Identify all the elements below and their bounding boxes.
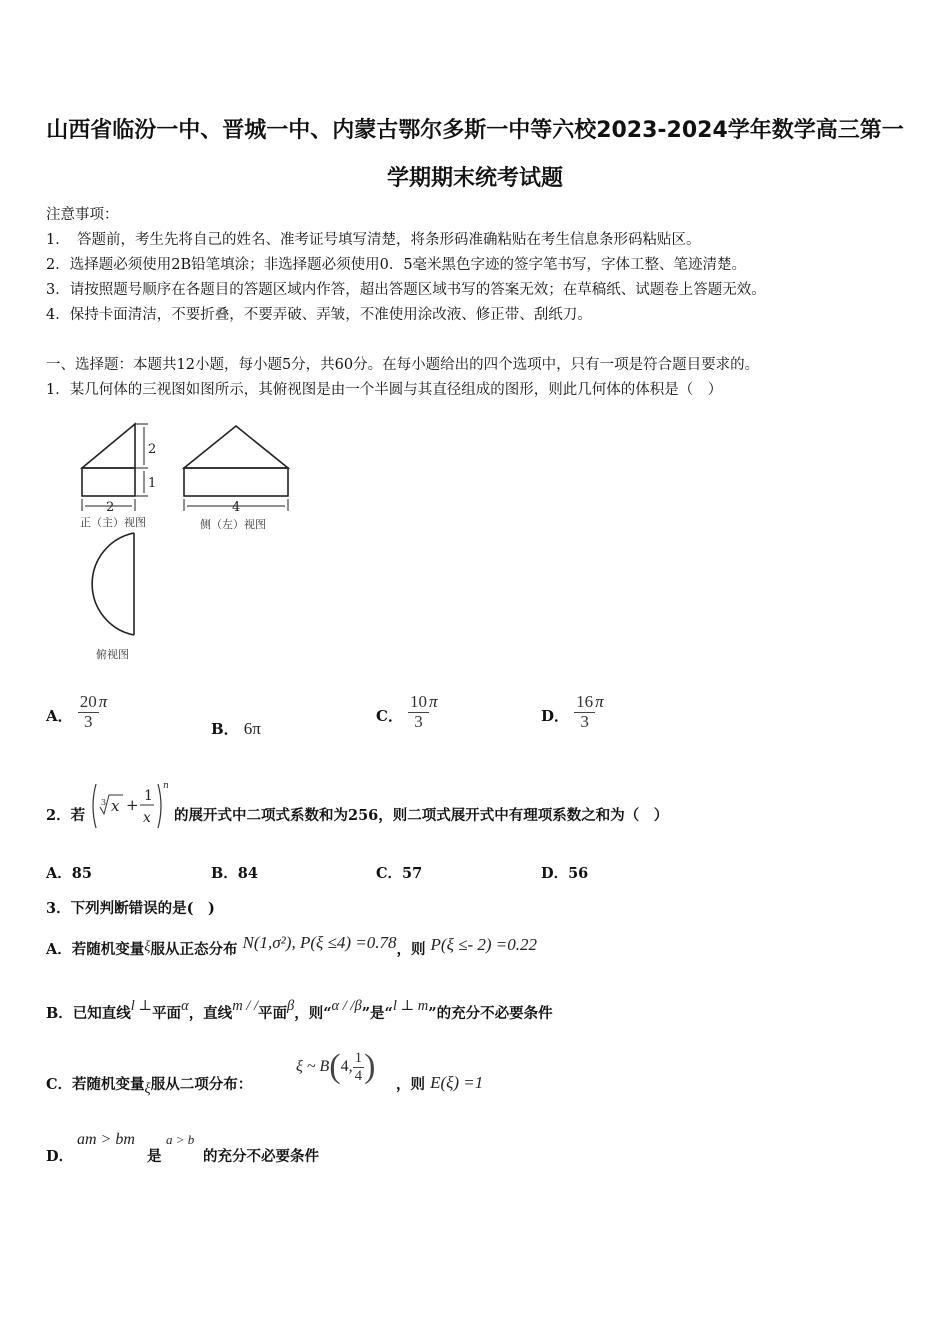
xi-symbol: ξ [144,1081,151,1097]
denominator: 3 [414,711,423,731]
plus-sign: + [126,796,139,814]
alpha-parallel-beta: α / /β [331,998,362,1014]
option-text: ，直线 [188,1005,233,1022]
option-label: B． [211,865,238,882]
pi-symbol: π [595,691,604,711]
probability-expr: P(ξ ≤- 2) =0.22 [430,935,537,954]
page-title-line2: 学期期末统考试题 [386,166,563,191]
option-label: D． [541,706,570,725]
denominator: 4 [354,1067,363,1084]
option-label: C． [376,706,403,725]
notice-item: 3．请按照题号顺序在各题目的答题区域内作答，超出答题区域书写的答案无效；在草稿纸、试题卷上答题无效。 [46,282,766,298]
pi-symbol: π [98,691,108,711]
option-value: 85 [71,865,92,882]
option-text: 平面 [257,1005,287,1022]
q1-option-a[interactable] [46,693,107,731]
numerator: 20 [79,692,97,711]
pi-symbol: π [429,691,438,711]
option-label: D． [541,865,569,882]
top-view-caption: 俯视图 [96,648,129,661]
dim-label-2-height: 2 [148,442,157,457]
option-text: ”是“ [361,1005,393,1022]
option-label: A． [46,706,73,725]
numerator: 1 [354,1050,363,1066]
root-index: 3 [101,798,107,807]
option-label: B． [46,1005,73,1022]
three-view-figure [70,415,310,670]
q2-option-a[interactable] [46,862,92,883]
option-label: D． [46,1148,74,1165]
exponent: n [163,781,169,791]
fraction [408,693,429,731]
option-text: ，则“ [294,1005,332,1022]
option-text: ，则 [396,941,426,958]
question-1-stem: 1．某几何体的三视图如图所示，其俯视图是由一个半圆与其直径组成的图形，则此几何体的体积是（ ） [46,382,723,398]
option-value: 6π [243,719,261,738]
section-heading: 一、选择题：本题共12小题，每小题5分，共60分。在每小题给出的四个选项中，只有一项是符合题目要求的。 [46,357,760,373]
page-title: 山西省临汾一中、晋城一中、内蒙古鄂尔多斯一中等六校2023-2024学年数学高三第一 [46,118,904,143]
binomial-expr: ξ ~ B(4, $\frac{1}{4}$ ) [296,1048,376,1085]
plane-alpha: α [181,998,189,1014]
binomial-n: 4, [340,1058,353,1075]
a-gt-b: a > b [166,1132,195,1147]
q1-option-b[interactable] [211,718,261,739]
line-l-perp: l ⊥ [130,998,153,1014]
option-text: 是 [147,1148,162,1165]
q2-expression [88,778,174,834]
option-label: B． [211,720,239,738]
notice-item: 2．选择题必须使用2B铅笔填涂；非选择题必须使用0．5毫米黑色字迹的签字笔书写，字体工整、笔迹清楚。 [46,257,747,273]
option-text: ，则 [396,1076,425,1093]
front-view [82,424,135,496]
option-text: 的充分不必要条件 [203,1148,319,1165]
dim-label-1-height: 1 [148,476,157,491]
question-3-stem: 3．下列判断错误的是( ) [46,900,215,917]
option-text: 平面 [152,1005,182,1022]
notice-item: 1． 答题前，考生先将自己的姓名、准考证号填写清楚，将条形码准确粘贴在考生信息条形码粘贴区。 [46,232,701,248]
notice-heading: 注意事项： [46,207,119,223]
am-gt-bm: am > bm [77,1131,135,1148]
notice-item: 4．保持卡面清洁，不要折叠，不要弄破、弄皱，不准使用涂改液、修正带、刮纸刀。 [46,307,592,323]
q1-option-d[interactable] [541,693,604,731]
q1-option-c[interactable] [376,693,438,731]
option-value: 57 [402,865,423,882]
q3-option-b[interactable] [46,998,553,1023]
fraction [574,693,595,731]
option-text: 服从二项分布： [150,1076,253,1093]
q3-option-c-tail [396,1073,483,1094]
option-value: 84 [237,865,258,882]
radicand: x [111,797,120,815]
denominator: 3 [83,711,93,731]
option-value: 56 [568,865,589,882]
option-text: 已知直线 [72,1005,131,1022]
numerator: 10 [410,692,428,711]
l-perp-m: l ⊥ m [392,998,429,1014]
option-text: 若随机变量 [71,941,145,958]
normal-distribution-expr: N(1,σ²), P(ξ ≤4) =0.78 [242,933,397,952]
side-view-caption: 侧（左）视图 [200,518,266,531]
fraction [78,693,99,731]
top-view [92,533,134,635]
expr-denominator: x [143,810,151,826]
q2-option-c[interactable] [376,862,422,883]
question-2-prefix: 2．若 [46,807,86,824]
option-text: 服从正态分布 [150,941,238,958]
option-label: C． [376,865,403,882]
option-text: ”的充分不必要条件 [428,1005,553,1022]
expectation-expr: E(ξ) =1 [430,1073,484,1092]
side-view [184,426,288,496]
q2-option-b[interactable] [211,862,258,883]
q3-option-a[interactable] [46,933,537,959]
option-label: A． [46,941,72,958]
xi-symbol: ξ [144,939,151,955]
option-label: C． [46,1076,73,1093]
q3-option-d[interactable] [46,1145,73,1166]
denominator: 3 [580,711,589,731]
question-2-stem: 的展开式中二项式系数和为256，则二项式展开式中有理项系数之和为（ ） [174,807,669,824]
dim-label-4-width: 4 [232,500,241,515]
q2-option-d[interactable] [541,862,588,883]
dim-label-2-width: 2 [106,500,115,515]
fraction [353,1050,365,1084]
front-view-caption: 正（主）视图 [80,516,146,529]
line-m-parallel: m / / [232,998,258,1014]
binomial-symbol: ξ ~ B [296,1058,330,1075]
option-text: 若随机变量 [72,1076,145,1093]
expr-numerator: 1 [144,788,153,804]
plane-beta: β [286,998,295,1014]
option-label: A． [46,865,72,882]
numerator: 16 [576,692,594,711]
q3-option-c[interactable] [46,1073,253,1097]
